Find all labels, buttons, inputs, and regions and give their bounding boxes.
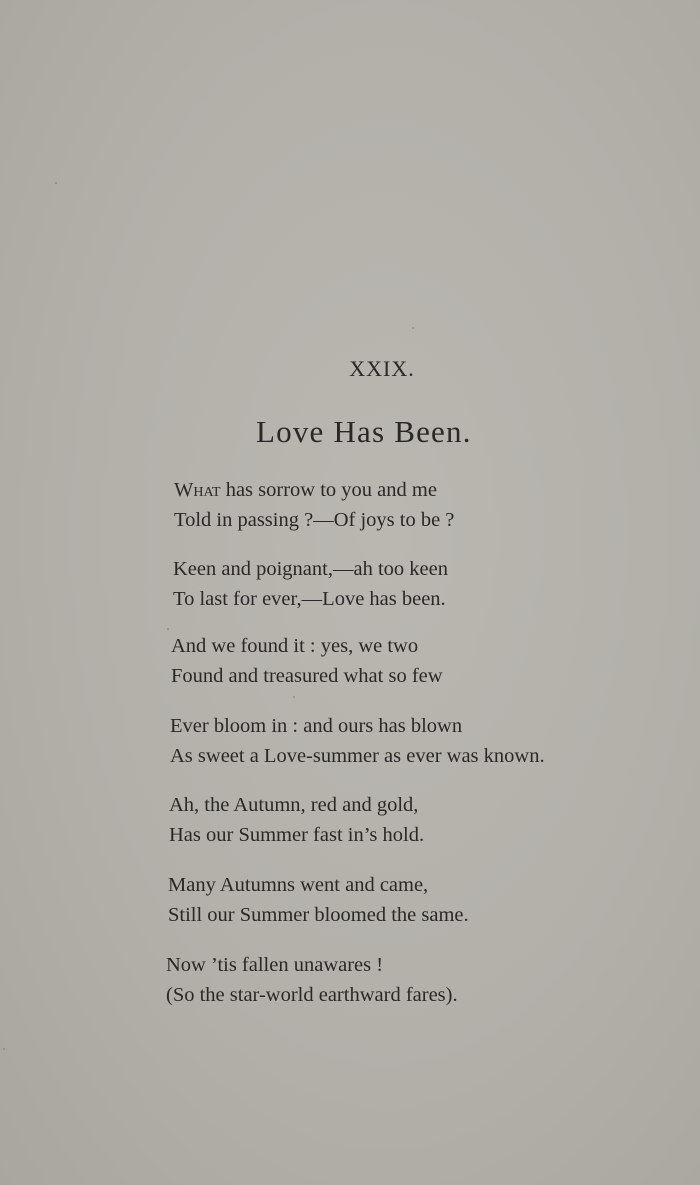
- stanza-2: [173, 554, 448, 614]
- drop-word: What: [174, 479, 221, 501]
- verse-line: Still our Summer bloomed the same.: [168, 904, 469, 926]
- verse-line: Ah, the Autumn, red and gold,: [169, 794, 419, 816]
- paper-speck: [293, 696, 295, 698]
- stanza-7: [166, 950, 458, 1010]
- verse-line: (So the star-world earthward fares).: [166, 984, 458, 1006]
- stanza-1: [174, 475, 454, 535]
- verse-line: And we found it : yes, we two: [171, 635, 419, 657]
- verse-line: Many Autumns went and came,: [168, 874, 429, 896]
- paper-speck: [3, 1048, 5, 1050]
- paper-speck: [412, 327, 414, 329]
- verse-line: What has sorrow to you and me: [174, 479, 437, 501]
- stanza-4: [170, 711, 545, 771]
- poem-title: Love Has Been.: [256, 414, 472, 449]
- verse-line: Told in passing ?—Of joys to be ?: [174, 509, 455, 531]
- paper-speck: [55, 182, 57, 184]
- verse-line: Now ’tis fallen unawares !: [166, 954, 384, 976]
- stanza-6: [168, 870, 469, 930]
- poem-number: XXIX.: [349, 356, 415, 381]
- stanza-5: [169, 790, 424, 850]
- paper-speck: [167, 628, 169, 630]
- stanza-3: [171, 631, 443, 691]
- verse-line: To last for ever,—Love has been.: [173, 588, 446, 610]
- verse-line: As sweet a Love-summer as ever was known.: [170, 745, 545, 767]
- verse-line: Ever bloom in : and ours has blown: [170, 715, 463, 737]
- verse-line: Keen and poignant,—ah too keen: [173, 558, 448, 580]
- verse-line: Has our Summer fast in’s hold.: [169, 824, 425, 846]
- verse-line: Found and treasured what so few: [171, 665, 443, 687]
